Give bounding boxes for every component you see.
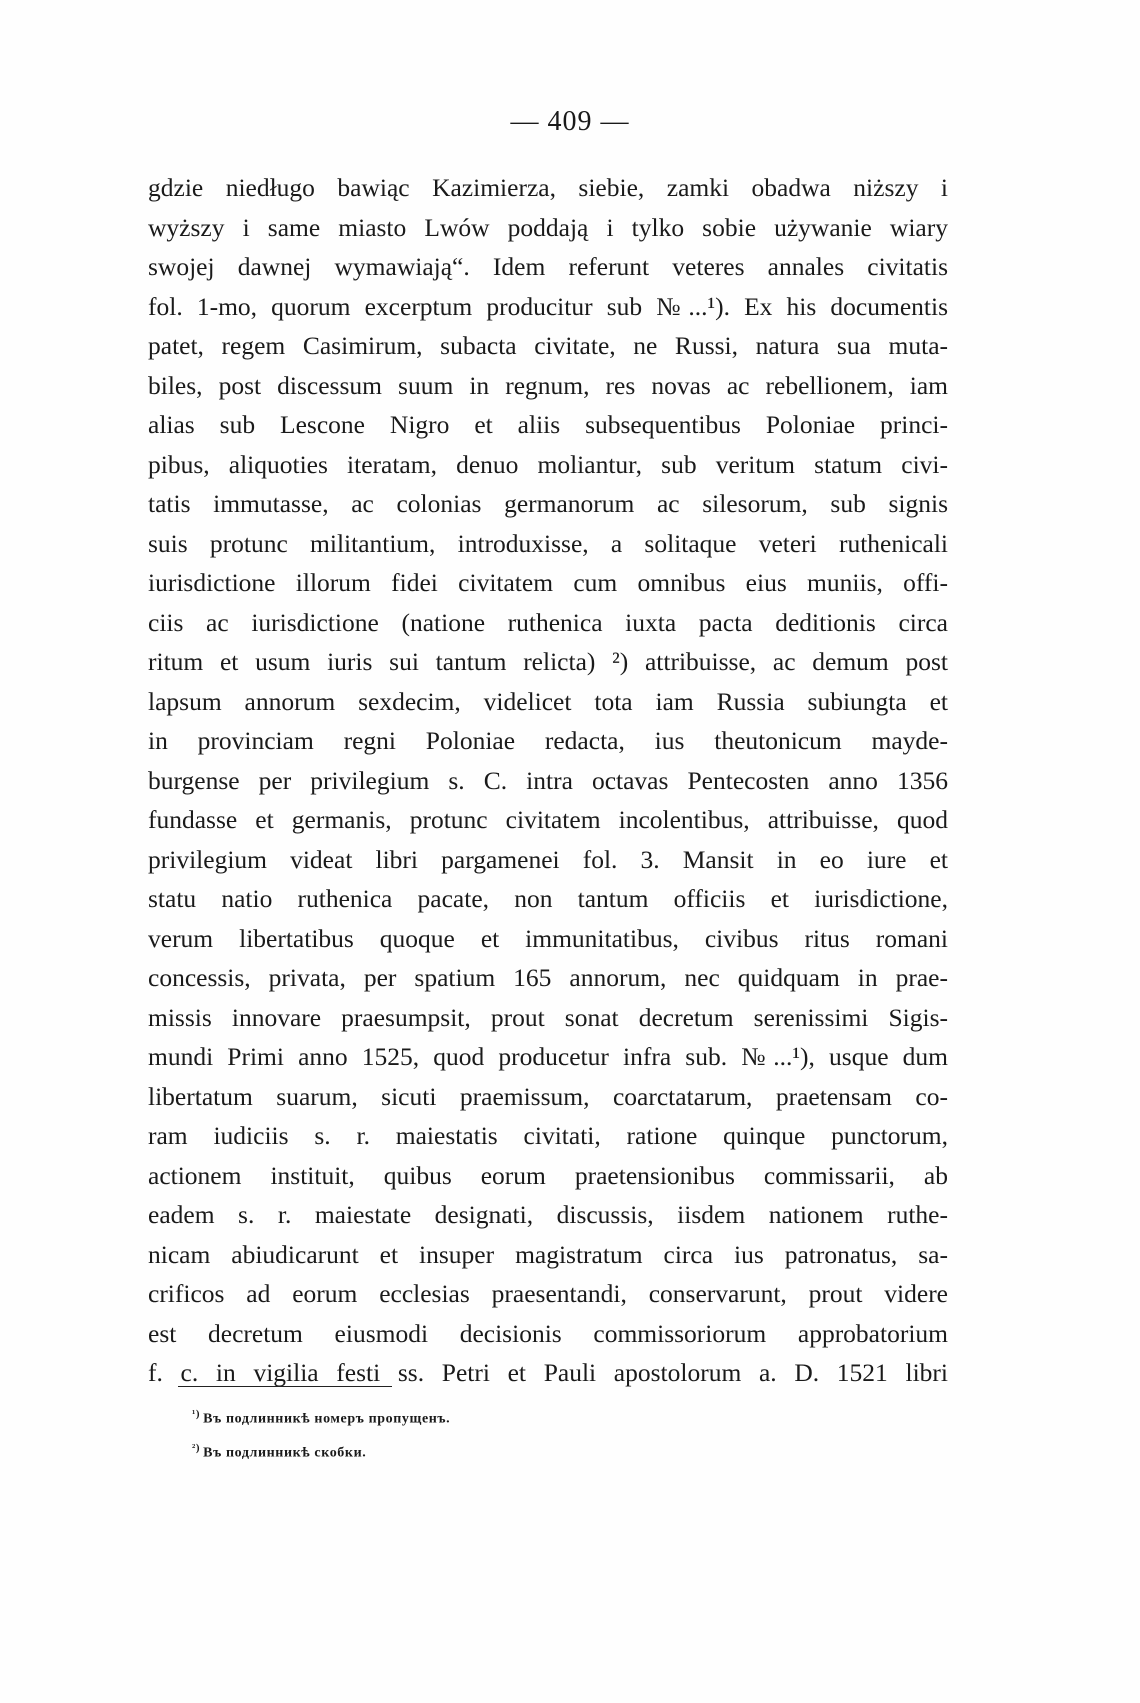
text-line: biles, post discessum suum in regnum, res novas ac rebellionem, iam xyxy=(148,370,948,400)
footnote-text: Въ подлинникѣ скобки. xyxy=(203,1445,367,1461)
text-line: lapsum annorum sexdecim, videlicet tota iam Russia subiungta et xyxy=(148,686,948,716)
text-line: ciis ac iurisdictione (natione ruthenica iuxta pacta deditionis circa xyxy=(148,607,948,637)
text-line: alias sub Lescone Nigro et aliis subsequentibus Poloniae princi- xyxy=(148,410,948,439)
footnote-text: Въ подлинникѣ номеръ пропущенъ. xyxy=(203,1411,451,1427)
text-line: suis protunc militantium, introduxisse, a solitaque veteri ruthenicali xyxy=(148,528,948,558)
text-line: missis innovare praesumpsit, prout sonat decretum serenissimi Sigis- xyxy=(148,1002,948,1032)
text-line: privilegium videat libri pargamenei fol. 3. Mansit in eo iure et xyxy=(148,844,948,874)
text-line: ritum et usum iuris sui tantum relicta) ²) attribuisse, ac demum post xyxy=(148,647,948,676)
text-line: ram iudiciis s. r. maiestatis civitati, ratione quinque punctorum, xyxy=(148,1121,948,1150)
footnote-mark: ¹) xyxy=(192,1408,201,1420)
text-line: actionem instituit, quibus eorum praetensionibus commissarii, ab xyxy=(148,1160,948,1190)
text-line: statu natio ruthenica pacate, non tantum officiis et iurisdictione, xyxy=(148,884,948,913)
text-line: wyższy i same miasto Lwów poddają i tylko sobie używanie wiary xyxy=(148,212,948,242)
text-line: swojej dawnej wymawiają“. Idem referunt veteres annales civitatis xyxy=(148,252,948,281)
text-line: patet, regem Casimirum, subacta civitate, ne Russi, natura sua muta- xyxy=(148,331,948,360)
text-line: burgense per privilegium s. C. intra octavas Pentecosten anno 1356 xyxy=(148,765,948,795)
body-text xyxy=(148,168,948,1393)
text-line: fundasse et germanis, protunc civitatem incolentibus, attribuisse, quod xyxy=(148,805,948,834)
footnote-mark: ²) xyxy=(192,1441,201,1454)
text-line: iurisdictione illorum fidei civitatem cum omnibus eius muniis, offi- xyxy=(148,568,948,597)
text-line: mundi Primi anno 1525, quod producetur infra sub. №...¹), usque dum xyxy=(148,1042,948,1071)
text-line: eadem s. r. maiestate designati, discussis, iisdem nationem ruthe- xyxy=(148,1200,948,1229)
footnotes xyxy=(192,1400,450,1467)
text-line: libertatum suarum, sicuti praemissum, coarctatarum, praetensam co- xyxy=(148,1081,948,1111)
text-line: concessis, privata, per spatium 165 annorum, nec quidquam in prae- xyxy=(148,963,948,992)
footnote-divider xyxy=(178,1386,392,1387)
page-number: — 409 — xyxy=(510,106,630,137)
text-line: verum libertatibus quoque et immunitatibus, civibus ritus romani xyxy=(148,923,948,953)
footnote xyxy=(192,1400,450,1434)
text-line: crificos ad eorum ecclesias praesentandi, conservarunt, prout videre xyxy=(148,1279,948,1308)
text-line: gdzie niedługo bawiąc Kazimierza, siebie, zamki obadwa niższy i xyxy=(148,173,948,202)
footnote xyxy=(192,1434,450,1468)
text-line: f. c. in vigilia festi ss. Petri et Pauli apostolorum a. D. 1521 libri xyxy=(148,1358,948,1387)
text-line: fol. 1-mo, quorum excerptum producitur sub №...¹). Ex his documentis xyxy=(148,291,948,321)
text-line: nicam abiudicarunt et insuper magistratum circa ius patronatus, sa- xyxy=(148,1239,948,1269)
text-line: pibus, aliquoties iteratam, denuo moliantur, sub veritum statum civi- xyxy=(148,449,948,479)
text-line: est decretum eiusmodi decisionis commissoriorum approbatorium xyxy=(148,1318,948,1348)
text-line: in provinciam regni Poloniae redacta, ius theutonicum mayde- xyxy=(148,726,948,755)
text-line: tatis immutasse, ac colonias germanorum ac silesorum, sub signis xyxy=(148,489,948,518)
